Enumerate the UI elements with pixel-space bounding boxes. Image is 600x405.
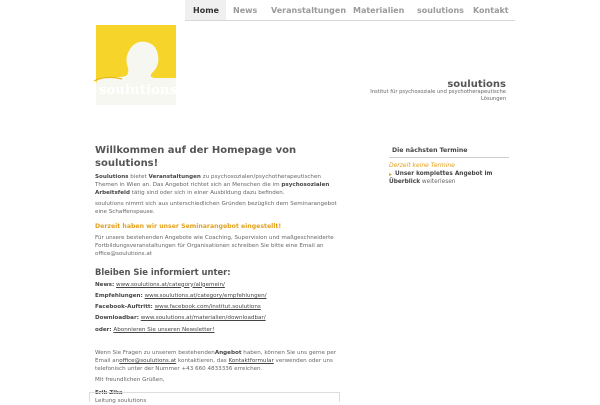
nav-item-kontakt[interactable]: Kontakt bbox=[473, 6, 509, 15]
angebot-strong: Angebot bbox=[214, 349, 242, 356]
info-row-news bbox=[95, 282, 340, 289]
downloadbar-link[interactable]: www.soulutions.at/materialien/downloadbar/ bbox=[140, 315, 266, 322]
sidebar-heading: Die nächsten Termine bbox=[389, 146, 509, 158]
questions-text-3: kontaktieren, das bbox=[176, 357, 229, 364]
greeting: Mit freundlichen Grüßen, bbox=[95, 377, 165, 384]
spacer bbox=[95, 334, 340, 346]
newsletter-link[interactable]: Abonnieren Sie unseren Newsletter! bbox=[113, 326, 215, 333]
info-row-empfehlungen bbox=[95, 293, 340, 300]
sidebar-offer-title: Unser komplettes Angebot im Überblick bbox=[389, 170, 493, 186]
site-tagline: Institut für psychosoziale und psychotherapeutische Lösungen bbox=[370, 89, 506, 102]
logo[interactable] bbox=[96, 25, 176, 105]
sidebar-offer-more: weiterlesen bbox=[420, 179, 456, 186]
brand-name: Soulutions bbox=[95, 174, 129, 180]
nav-divider bbox=[185, 20, 515, 21]
main-navigation bbox=[185, 0, 515, 21]
facebook-link[interactable]: www.facebook.com/institut.soulutions bbox=[154, 304, 261, 311]
main-content bbox=[95, 145, 340, 405]
info-row-downloadbar bbox=[95, 315, 340, 322]
site-title: soulutions bbox=[447, 79, 506, 90]
questions-text-1: Wenn Sie Fragen zu unserem bestehenden bbox=[95, 349, 215, 356]
intro-text-1: bietet bbox=[128, 174, 149, 180]
arrow-right-icon: ▸ bbox=[389, 170, 393, 178]
kontaktformular-link[interactable]: Kontaktformular bbox=[228, 357, 274, 364]
offer-paragraph: Für unsere bestehenden Angebote wie Coaching, Supervision und maßgeschneiderte Fortbildungsveranstaltungen für Organisationen schreiben Sie bitte eine Email an office@soulutions.at bbox=[95, 235, 334, 257]
signature-name: Erik Zika bbox=[95, 390, 123, 397]
questions-text-4: verwenden oder uns telefonisch unter der Nummer +43 660 4833336 erreichen. bbox=[95, 357, 333, 372]
no-events-text: Derzeit keine Termine bbox=[389, 162, 455, 170]
info-row-newsletter bbox=[95, 327, 340, 334]
break-paragraph: soulutions nimmt sich aus unterschiedlichen Gründen bezüglich dem Seminarangebot eine Schaffenspause. bbox=[95, 201, 337, 216]
info-label: News: bbox=[95, 281, 115, 288]
signature-role: Leitung soulutions bbox=[95, 397, 147, 404]
info-label: Empfehlungen: bbox=[95, 292, 143, 299]
intro-paragraph bbox=[95, 174, 340, 197]
page-title: Willkommen auf der Homepage von soulutions! bbox=[95, 145, 297, 169]
questions-paragraph bbox=[95, 350, 340, 373]
news-link[interactable]: www.soulutions.at/category/allgemein/ bbox=[116, 281, 225, 288]
logo-text: soulutions bbox=[99, 83, 178, 98]
empfehlungen-link[interactable]: www.soulutions.at/category/empfehlungen/ bbox=[144, 292, 267, 299]
sidebar-offer-link[interactable] bbox=[389, 171, 492, 186]
questions-text-2: haben, können Sie uns gerne per Email an bbox=[95, 349, 337, 364]
info-label: Downloadbar: bbox=[95, 315, 139, 322]
sidebar bbox=[389, 146, 509, 187]
nav-item-veranstaltungen[interactable]: Veranstaltungen bbox=[271, 6, 347, 15]
nav-item-materialien[interactable]: Materialien bbox=[353, 6, 405, 15]
email-link[interactable]: office@soulutions.at bbox=[119, 357, 177, 364]
veranstaltungen-strong: Veranstaltungen bbox=[148, 174, 201, 180]
nav-item-home[interactable]: Home bbox=[193, 6, 219, 15]
inform-heading: Bleiben Sie informiert unter: bbox=[95, 266, 231, 277]
info-label: oder: bbox=[95, 326, 112, 333]
highlight-notice: Derzeit haben wir unser Seminarangebot eingestellt! bbox=[95, 223, 282, 231]
arbeitsfeld-strong: psychosozialen Arbeitsfeld bbox=[95, 181, 330, 196]
info-label: Facebook-Auftritt: bbox=[95, 304, 153, 311]
footer-box bbox=[89, 392, 340, 402]
info-row-facebook bbox=[95, 304, 340, 311]
nav-item-soulutions[interactable]: soulutions bbox=[417, 6, 464, 15]
nav-item-news[interactable]: News bbox=[233, 6, 258, 15]
intro-text-2: zu psychosozialen/psychotherapeutischen Themen in Wien an. Das Angebot richtet sich an Menschen die im bbox=[95, 174, 321, 188]
intro-text-3: tätig sind oder sich in einer Ausbildung dazu befinden. bbox=[129, 189, 285, 196]
